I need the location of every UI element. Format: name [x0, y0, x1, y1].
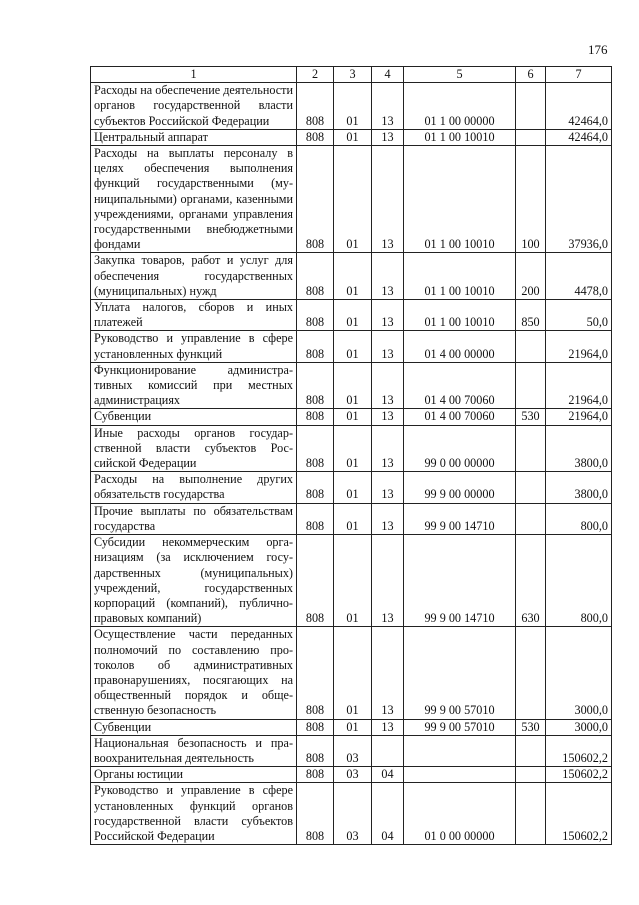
- cell-ved: 808: [297, 129, 334, 145]
- table-row: [91, 627, 612, 719]
- cell-sum: 4478,0: [546, 253, 612, 300]
- cell-sum: 150602,2: [546, 783, 612, 845]
- cell-pr: 04: [372, 783, 404, 845]
- cell-ved: 808: [297, 472, 334, 503]
- cell-ved: 808: [297, 425, 334, 472]
- cell-sum: 150602,2: [546, 767, 612, 783]
- table-row: [91, 300, 612, 331]
- cell-vr: [516, 331, 546, 362]
- cell-name: Руководство и управление в сфере установленных функций органов государственной власти субъектов Российской Федерации: [91, 783, 297, 845]
- table-row: [91, 767, 612, 783]
- cell-csr: 99 0 00 00000: [404, 425, 516, 472]
- cell-ved: 808: [297, 783, 334, 845]
- cell-pr: 13: [372, 503, 404, 534]
- cell-sum: 3000,0: [546, 627, 612, 719]
- cell-csr: 01 0 00 00000: [404, 783, 516, 845]
- header-cell-ved: 2: [297, 67, 334, 83]
- cell-name: Иные расходы органов государственной власти субъектов Российской Федерации: [91, 425, 297, 472]
- cell-pr: 04: [372, 767, 404, 783]
- cell-ved: 808: [297, 719, 334, 735]
- cell-csr: 01 1 00 00000: [404, 83, 516, 130]
- cell-pr: 13: [372, 146, 404, 253]
- cell-sum: 42464,0: [546, 129, 612, 145]
- cell-csr: 01 1 00 10010: [404, 300, 516, 331]
- cell-rz: 01: [334, 503, 372, 534]
- cell-ved: 808: [297, 535, 334, 627]
- cell-ved: 808: [297, 735, 334, 766]
- cell-rz: 01: [334, 627, 372, 719]
- cell-vr: 530: [516, 719, 546, 735]
- cell-vr: [516, 472, 546, 503]
- header-cell-csr: 5: [404, 67, 516, 83]
- table-row: [91, 719, 612, 735]
- table-row: [91, 409, 612, 425]
- cell-name: Функционирование административных комиссий при местных администрациях: [91, 362, 297, 409]
- cell-rz: 01: [334, 129, 372, 145]
- cell-vr: 530: [516, 409, 546, 425]
- cell-csr: 01 1 00 10010: [404, 146, 516, 253]
- cell-pr: 13: [372, 362, 404, 409]
- cell-vr: [516, 129, 546, 145]
- header-row: [91, 67, 612, 83]
- cell-sum: 50,0: [546, 300, 612, 331]
- cell-pr: 13: [372, 253, 404, 300]
- cell-ved: 808: [297, 767, 334, 783]
- cell-csr: 99 9 00 57010: [404, 627, 516, 719]
- cell-ved: 808: [297, 146, 334, 253]
- cell-csr: 99 9 00 00000: [404, 472, 516, 503]
- cell-sum: 3800,0: [546, 425, 612, 472]
- cell-csr: 01 1 00 10010: [404, 253, 516, 300]
- cell-name: Уплата налогов, сборов и иных платежей: [91, 300, 297, 331]
- cell-csr: [404, 735, 516, 766]
- cell-vr: [516, 627, 546, 719]
- cell-rz: 03: [334, 783, 372, 845]
- budget-table: [90, 66, 612, 845]
- table-row: [91, 535, 612, 627]
- table-row: [91, 146, 612, 253]
- cell-vr: [516, 783, 546, 845]
- cell-ved: 808: [297, 409, 334, 425]
- cell-sum: 42464,0: [546, 83, 612, 130]
- cell-vr: [516, 735, 546, 766]
- cell-pr: 13: [372, 472, 404, 503]
- cell-pr: 13: [372, 409, 404, 425]
- cell-name: Субвенции: [91, 719, 297, 735]
- cell-vr: [516, 362, 546, 409]
- cell-csr: [404, 767, 516, 783]
- cell-name: Осуществление части переданных полномочий по составлению протоколов об административных правонарушениях, посягающих на общественный порядок и общественную безопасность: [91, 627, 297, 719]
- cell-rz: 01: [334, 300, 372, 331]
- cell-sum: 800,0: [546, 503, 612, 534]
- cell-vr: [516, 425, 546, 472]
- table-body: [91, 83, 612, 845]
- cell-name: Национальная безопасность и правоохранительная деятельность: [91, 735, 297, 766]
- cell-rz: 01: [334, 253, 372, 300]
- header-cell-name: 1: [91, 67, 297, 83]
- cell-vr: 630: [516, 535, 546, 627]
- cell-name: Центральный аппарат: [91, 129, 297, 145]
- cell-rz: 01: [334, 535, 372, 627]
- cell-sum: 3000,0: [546, 719, 612, 735]
- header-cell-sum: 7: [546, 67, 612, 83]
- cell-pr: 13: [372, 425, 404, 472]
- table-row: [91, 83, 612, 130]
- cell-ved: 808: [297, 331, 334, 362]
- cell-csr: 99 9 00 14710: [404, 503, 516, 534]
- cell-csr: 99 9 00 57010: [404, 719, 516, 735]
- cell-pr: 13: [372, 719, 404, 735]
- cell-rz: 01: [334, 425, 372, 472]
- cell-rz: 01: [334, 83, 372, 130]
- cell-name: Расходы на обеспечение деятельности органов государственной власти субъектов Российской Федерации: [91, 83, 297, 130]
- cell-rz: 01: [334, 362, 372, 409]
- cell-csr: 01 4 00 70060: [404, 362, 516, 409]
- cell-name: Прочие выплаты по обязательствам государства: [91, 503, 297, 534]
- cell-ved: 808: [297, 253, 334, 300]
- cell-ved: 808: [297, 362, 334, 409]
- cell-vr: 200: [516, 253, 546, 300]
- cell-vr: [516, 503, 546, 534]
- table-row: [91, 253, 612, 300]
- cell-csr: 01 1 00 10010: [404, 129, 516, 145]
- cell-ved: 808: [297, 300, 334, 331]
- cell-rz: 01: [334, 331, 372, 362]
- cell-rz: 01: [334, 409, 372, 425]
- cell-sum: 3800,0: [546, 472, 612, 503]
- cell-rz: 01: [334, 719, 372, 735]
- table-row: [91, 425, 612, 472]
- table-row: [91, 331, 612, 362]
- cell-name: Субсидии некоммерческим организациям (за исключением государственных (муниципальных) учреждений, государственных корпораций (компаний), публично-правовых компаний): [91, 535, 297, 627]
- cell-csr: 01 4 00 70060: [404, 409, 516, 425]
- header-cell-pr: 4: [372, 67, 404, 83]
- cell-name: Органы юстиции: [91, 767, 297, 783]
- cell-vr: [516, 83, 546, 130]
- cell-vr: [516, 767, 546, 783]
- cell-name: Руководство и управление в сфере установленных функций: [91, 331, 297, 362]
- cell-pr: [372, 735, 404, 766]
- cell-ved: 808: [297, 627, 334, 719]
- cell-sum: 800,0: [546, 535, 612, 627]
- cell-name: Закупка товаров, работ и услуг для обеспечения государственных (муниципальных) нужд: [91, 253, 297, 300]
- header-cell-rz: 3: [334, 67, 372, 83]
- cell-pr: 13: [372, 535, 404, 627]
- cell-sum: 37936,0: [546, 146, 612, 253]
- cell-sum: 150602,2: [546, 735, 612, 766]
- cell-name: Расходы на выплаты персоналу в целях обеспечения выполнения функций государственными (муниципальными) органами, казенными учреждениями, органами управления государственными внебюджетными фондами: [91, 146, 297, 253]
- cell-ved: 808: [297, 503, 334, 534]
- table-row: [91, 362, 612, 409]
- table-row: [91, 503, 612, 534]
- cell-pr: 13: [372, 331, 404, 362]
- table-row: [91, 472, 612, 503]
- cell-csr: 99 9 00 14710: [404, 535, 516, 627]
- cell-pr: 13: [372, 129, 404, 145]
- cell-pr: 13: [372, 627, 404, 719]
- cell-rz: 03: [334, 735, 372, 766]
- cell-rz: 01: [334, 146, 372, 253]
- table-row: [91, 129, 612, 145]
- cell-rz: 03: [334, 767, 372, 783]
- cell-name: Субвенции: [91, 409, 297, 425]
- cell-ved: 808: [297, 83, 334, 130]
- cell-rz: 01: [334, 472, 372, 503]
- cell-vr: 100: [516, 146, 546, 253]
- cell-name: Расходы на выполнение других обязательств государства: [91, 472, 297, 503]
- cell-vr: 850: [516, 300, 546, 331]
- cell-pr: 13: [372, 300, 404, 331]
- table-row: [91, 735, 612, 766]
- cell-csr: 01 4 00 00000: [404, 331, 516, 362]
- header-cell-vr: 6: [516, 67, 546, 83]
- cell-sum: 21964,0: [546, 331, 612, 362]
- cell-pr: 13: [372, 83, 404, 130]
- page-number: 176: [588, 42, 608, 57]
- table-row: [91, 783, 612, 845]
- cell-sum: 21964,0: [546, 409, 612, 425]
- cell-sum: 21964,0: [546, 362, 612, 409]
